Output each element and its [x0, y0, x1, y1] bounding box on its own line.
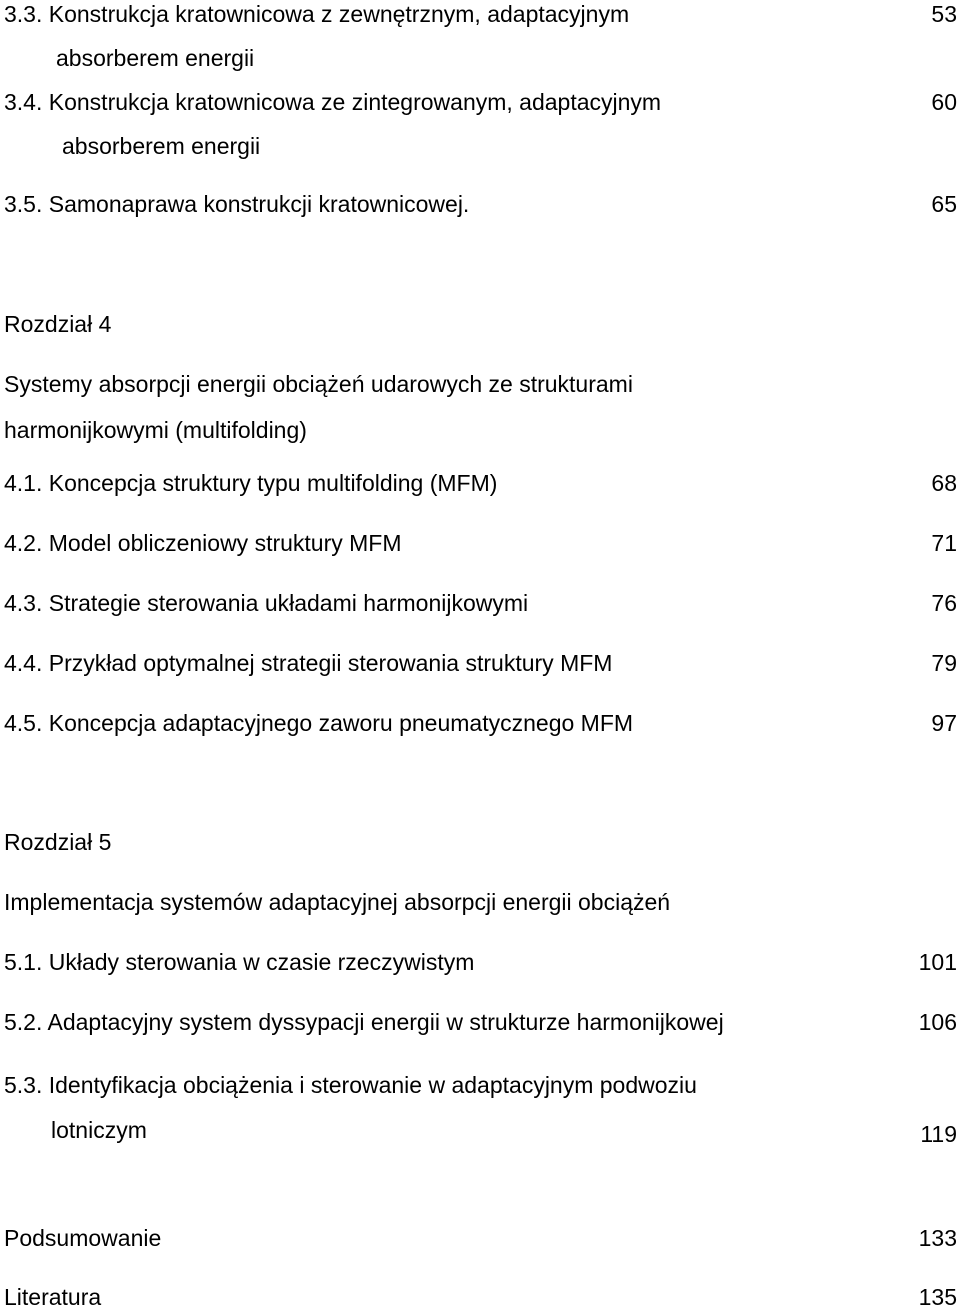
toc-entry-5-3-page: 119 — [920, 1121, 957, 1147]
toc-entry-5-1-title: 5.1. Układy sterowania w czasie rzeczywistym — [4, 949, 475, 975]
toc-entry-literature-page: 135 — [918, 1284, 957, 1310]
toc-entry-literature-title: Literatura — [4, 1284, 102, 1310]
toc-entry-4-1-page: 68 — [931, 470, 957, 496]
toc-entry-4-2-page: 71 — [931, 530, 957, 556]
chapter-4-title-line2: harmonijkowymi (multifolding) — [4, 417, 307, 443]
toc-entry-3-5-page: 65 — [931, 191, 957, 217]
toc-entry-3-3-title-line2: absorberem energii — [56, 45, 255, 71]
toc-entry-3-4-page: 60 — [931, 89, 957, 115]
chapter-4-title-line1: Systemy absorpcji energii obciążeń udarowych ze strukturami — [4, 371, 633, 397]
toc-entry-4-1-title: 4.1. Koncepcja struktury typu multifolding (MFM) — [4, 470, 498, 496]
toc-entry-5-2-title: 5.2. Adaptacyjny system dyssypacji energii w strukturze harmonijkowej — [4, 1009, 724, 1035]
chapter-5-heading: Rozdział 5 — [4, 829, 112, 855]
toc-entry-4-5-page: 97 — [931, 710, 957, 736]
chapter-4-heading: Rozdział 4 — [4, 311, 112, 337]
toc-entry-3-4-title-line1: 3.4. Konstrukcja kratownicowa ze zintegrowanym, adaptacyjnym — [4, 89, 662, 115]
toc-entry-3-3-page: 53 — [931, 1, 957, 27]
toc-entry-3-5-title: 3.5. Samonaprawa konstrukcji kratownicowej. — [4, 191, 470, 217]
toc-entry-5-3-title-line1: 5.3. Identyfikacja obciążenia i sterowanie w adaptacyjnym podwoziu — [4, 1072, 697, 1098]
toc-entry-4-5-title: 4.5. Koncepcja adaptacyjnego zaworu pneumatycznego MFM — [4, 710, 634, 736]
toc-entry-summary-page: 133 — [918, 1225, 957, 1251]
toc-entry-5-1-page: 101 — [918, 949, 957, 975]
toc-entry-4-4-page: 79 — [931, 650, 957, 676]
chapter-5-title: Implementacja systemów adaptacyjnej absorpcji energii obciążeń — [4, 889, 671, 915]
toc-entry-5-2-page: 106 — [918, 1009, 957, 1035]
toc-entry-5-3-title-line2: lotniczym — [51, 1117, 147, 1143]
toc-entry-4-3-page: 76 — [931, 590, 957, 616]
toc-entry-4-2-title: 4.2. Model obliczeniowy struktury MFM — [4, 530, 402, 556]
toc-entry-4-3-title: 4.3. Strategie sterowania układami harmonijkowymi — [4, 590, 529, 616]
toc-entry-4-4-title: 4.4. Przykład optymalnej strategii sterowania struktury MFM — [4, 650, 613, 676]
toc-entry-3-3-title-line1: 3.3. Konstrukcja kratownicowa z zewnętrznym, adaptacyjnym — [4, 1, 630, 27]
toc-entry-3-4-title-line2: absorberem energii — [62, 133, 261, 159]
toc-entry-summary-title: Podsumowanie — [4, 1225, 162, 1251]
